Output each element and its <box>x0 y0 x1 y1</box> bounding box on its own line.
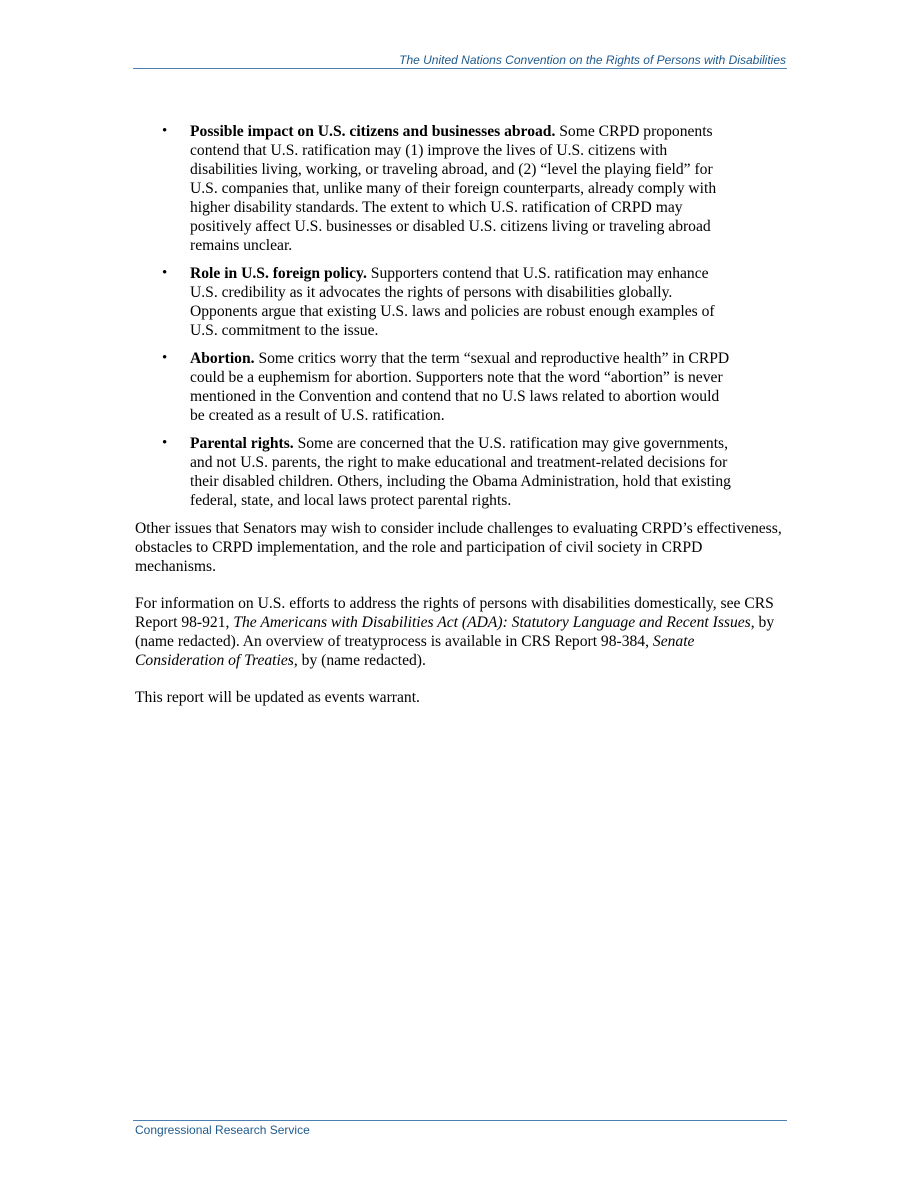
footer-rule <box>133 1120 787 1121</box>
bullet-text: Some are concerned that the U.S. ratification may give governments, and not U.S. parents, the right to make educational and treatment-related decisions for their disabled children. Others, including the Obama Administration, hold that existing federal, state, and local laws protect parental rights. <box>190 435 731 509</box>
bullet-icon: • <box>162 435 168 451</box>
bullet-text: Supporters contend that U.S. ratification may enhance U.S. credibility as it advocates the rights of persons with disabilities globally. Opponents argue that existing U.S. laws and policies are robust enough examples of U.S. commitment to the issue. <box>190 265 715 339</box>
info-text-2: , by (name redacted). An overview of treatyprocess is available in CRS Report 98-384, <box>135 614 775 650</box>
bullet-item-abortion <box>135 349 735 425</box>
treaties-report-title: Senate Consideration of Treaties <box>135 633 695 669</box>
update-note-paragraph: This report will be updated as events warrant. <box>135 689 420 706</box>
bullet-text: Some CRPD proponents contend that U.S. ratification may (1) improve the lives of U.S. citizens with disabilities living, working, or traveling abroad, and (2) “level the playing field” for U.S. companies that, unlike many of their foreign counterparts, already comply with higher disability standards. The extent to which U.S. ratification of CRPD may positively affect U.S. businesses or disabled U.S. citizens living or traveling abroad remains unclear. <box>190 123 717 254</box>
bullet-item-foreign-policy <box>135 264 735 340</box>
bullet-icon: • <box>162 265 168 281</box>
bullet-heading: Possible impact on U.S. citizens and businesses abroad. <box>190 123 556 140</box>
bullet-icon: • <box>162 123 168 139</box>
page-body <box>135 122 787 725</box>
bullet-item-impact-abroad <box>135 122 735 255</box>
info-text-3: , by (name redacted). <box>293 652 426 669</box>
bullet-heading: Parental rights. <box>190 435 294 452</box>
bullet-text: Some critics worry that the term “sexual and reproductive health” in CRPD could be a euphemism for abortion. Supporters note that the word “abortion” is never mentioned in the Convention and contend that no U.S laws related to abortion would be created as a result of U.S. ratification. <box>190 350 730 424</box>
header-rule <box>133 68 787 69</box>
bullet-icon: • <box>162 350 168 366</box>
bullet-item-parental-rights <box>135 434 735 510</box>
info-text-1: For information on U.S. efforts to address the rights of persons with disabilities domestically, see CRS Report 98-921, <box>135 595 774 631</box>
ada-report-title: The Americans with Disabilities Act (ADA): Statutory Language and Recent Issues <box>233 614 751 631</box>
other-issues-paragraph: Other issues that Senators may wish to consider include challenges to evaluating CRPD’s effectiveness, obstacles to CRPD implementation, and the role and participation of civil society in CRPD mechanisms. <box>135 520 782 575</box>
further-info-paragraph <box>135 594 787 670</box>
running-header-title: The United Nations Convention on the Rights of Persons with Disabilities <box>399 53 786 67</box>
bullet-heading: Abortion. <box>190 350 255 367</box>
footer-org: Congressional Research Service <box>135 1123 310 1137</box>
issue-bullet-list <box>135 122 787 510</box>
bullet-heading: Role in U.S. foreign policy. <box>190 265 367 282</box>
